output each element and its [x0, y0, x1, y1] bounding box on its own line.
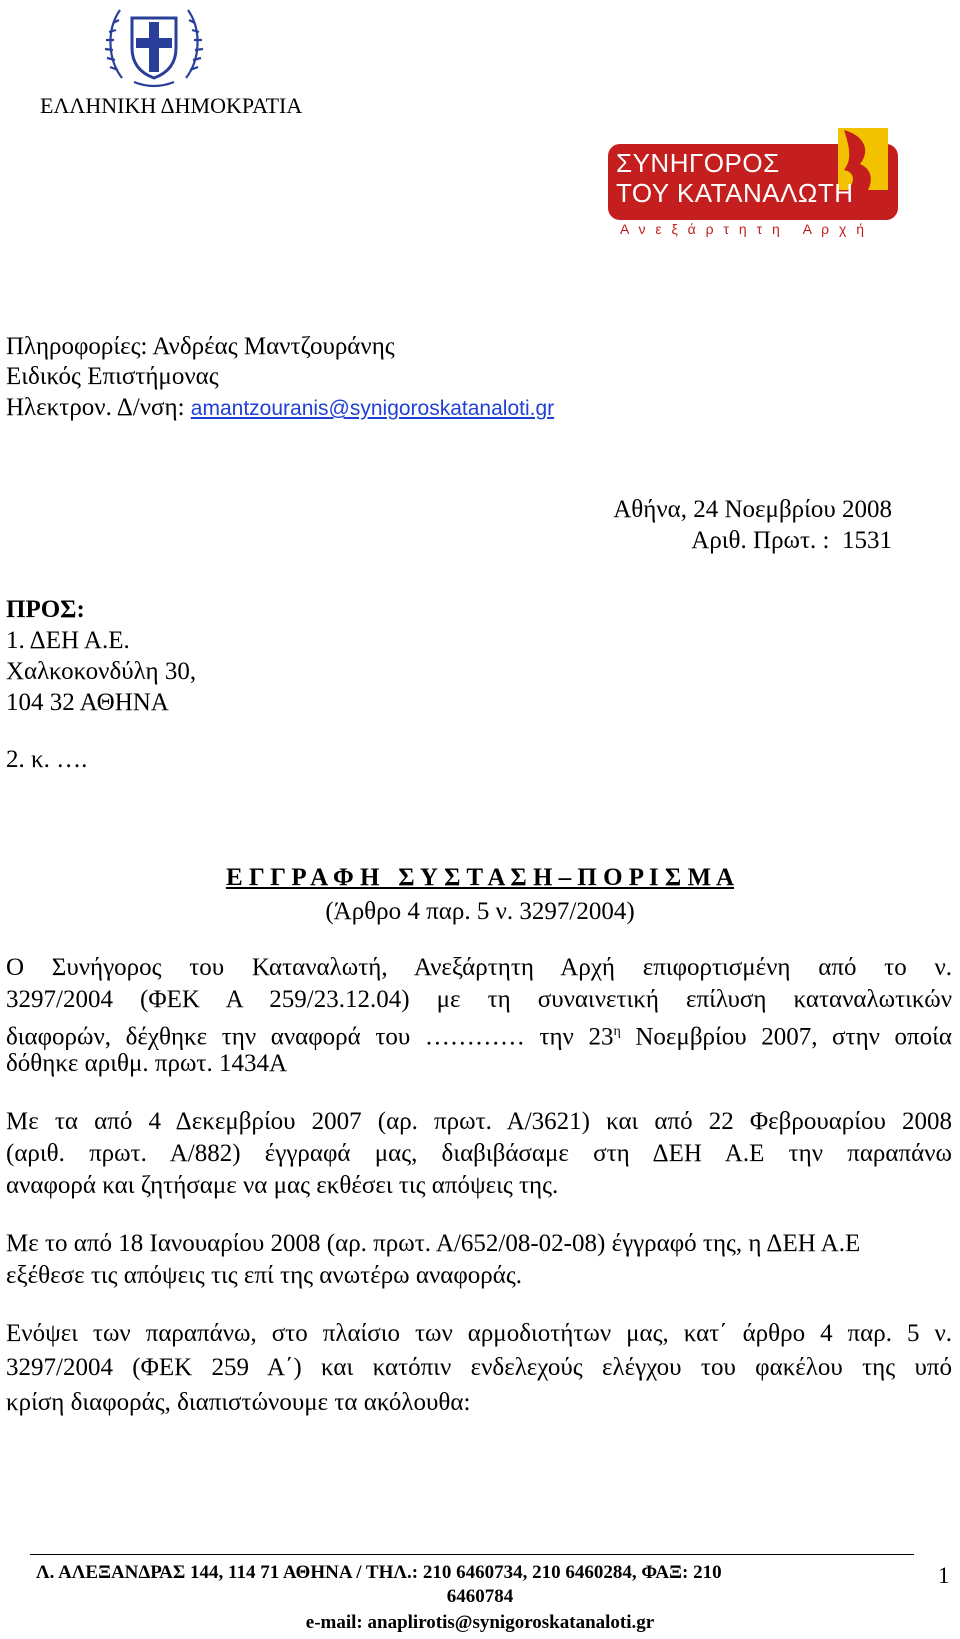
document-subtitle: (Άρθρο 4 παρ. 5 ν. 3297/2004)	[325, 898, 635, 925]
body-p1-line3	[6, 1016, 952, 1052]
body-p1-line3-text: διαφορών, δέχθηκε την αναφορά του ………… την 23	[6, 1023, 614, 1051]
document-date: Αθήνα, 24 Νοεμβρίου 2008	[613, 496, 892, 523]
body-p1-line1: Ο Συνήγορος του Καταναλωτή, Ανεξάρτητη Αρχή επιφορτισμένη από το ν.	[6, 954, 952, 981]
body-p4-line1: Ενόψει των παραπάνω, στο πλαίσιο των αρμοδιοτήτων μας, κατ΄ άρθρο 4 παρ. 5 ν.	[6, 1320, 952, 1347]
body-p3-line2: εξέθεσε τις απόψεις τις επί της ανωτέρω αναφοράς.	[6, 1262, 523, 1289]
logo-line-2: ΤΟΥ ΚΑΤΑΝΑΛΩΤΗ	[616, 178, 854, 208]
ordinal-superscript: η	[613, 1024, 621, 1039]
body-p2-line2: (αριθ. πρωτ. Α/882) έγγραφά μας, διαβιβάσαμε στη ΔΕΗ Α.Ε την παραπάνω	[6, 1140, 952, 1167]
sender-email-row	[6, 392, 554, 424]
recipient-1-city: 104 32 ΑΘΗΝΑ	[6, 689, 169, 716]
footer-email: e-mail: anaplirotis@synigoroskatanaloti.gr	[305, 1612, 655, 1633]
body-p4-line2: 3297/2004 (ΦΕΚ 259 Α΄) και κατόπιν ενδελεχούς ελέγχου του φακέλου της υπό	[6, 1354, 952, 1381]
footer-address-line2: 6460784	[446, 1586, 514, 1607]
logo-line-1: ΣΥΝΗΓΟΡΟΣ	[616, 148, 780, 178]
greek-state-emblem	[104, 0, 204, 88]
recipient-1-address: Χαλκοκονδύλη 30,	[6, 658, 197, 685]
recipient-2: 2. κ. ….	[6, 746, 88, 773]
sender-email-label: Ηλεκτρον. Δ/νση:	[6, 394, 191, 421]
sender-email-link[interactable]: amantzouranis@synigoroskatanaloti.gr	[190, 397, 555, 420]
page-number: 1	[938, 1563, 950, 1588]
body-p1-line2: 3297/2004 (ΦΕΚ Α 259/23.12.04) με τη συναινετική επίλυση καταναλωτικών	[6, 986, 952, 1013]
body-p4-line3: κρίση διαφοράς, διαπιστώνουμε τα ακόλουθα:	[6, 1389, 471, 1416]
protocol-number: Αριθ. Πρωτ. : 1531	[691, 527, 892, 554]
sender-info: Πληροφορίες: Ανδρέας Μαντζουράνης	[6, 333, 395, 360]
body-p1-line4: δόθηκε αριθμ. πρωτ. 1434Α	[6, 1050, 288, 1077]
footer-address-line1: Λ. ΑΛΕΞΑΝΔΡΑΣ 144, 114 71 ΑΘΗΝΑ / ΤΗΛ.: 210 6460734, 210 6460284, ΦΑΞ: 210	[36, 1562, 722, 1583]
sender-role: Ειδικός Επιστήμονας	[6, 363, 219, 390]
footer-divider	[30, 1554, 914, 1555]
republic-label: ΕΛΛΗΝΙΚΗ ΔΗΜΟΚΡΑΤΙΑ	[40, 93, 303, 118]
recipients-label: ΠΡΟΣ:	[6, 596, 85, 623]
body-p3-line1: Με το από 18 Ιανουαρίου 2008 (αρ. πρωτ. Α/652/08-02-08) έγγραφό της, η ΔΕΗ Α.Ε	[6, 1230, 861, 1257]
body-p1-line3-tail: Νοεμβρίου 2007, στην οποία	[620, 1023, 952, 1051]
ombudsman-logo	[606, 122, 906, 240]
logo-tagline: Α ν ε ξ ά ρ τ η τ η Α ρ χ ή	[620, 221, 868, 237]
document-title: Ε Γ Γ Ρ Α Φ Η Σ Υ Σ Τ Α Σ Η – Π Ο Ρ Ι Σ Μ Α	[225, 864, 735, 891]
recipient-1: 1. ΔΕΗ Α.Ε.	[6, 627, 130, 654]
body-p2-line3: αναφορά και ζητήσαμε να μας εκθέσει τις απόψεις της.	[6, 1172, 559, 1199]
body-p2-line1: Με τα από 4 Δεκεμβρίου 2007 (αρ. πρωτ. Α/3621) και από 22 Φεβρουαρίου 2008	[6, 1108, 952, 1135]
